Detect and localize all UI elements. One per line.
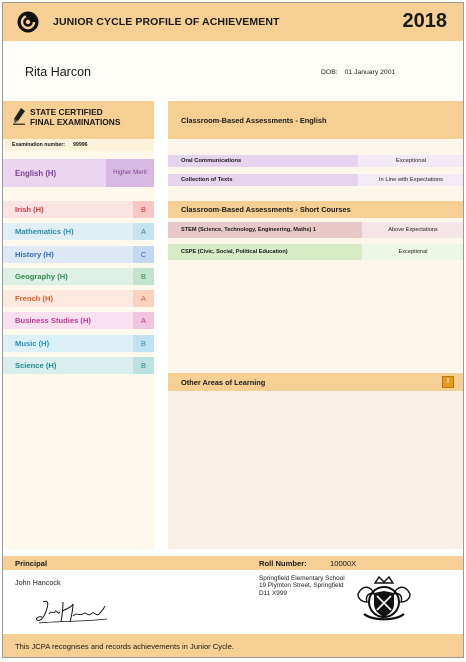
dob-label: DOB: xyxy=(321,69,338,76)
cba-short-courses-heading: Classroom-Based Assessments - Short Courses xyxy=(168,201,464,218)
subject-grade: A xyxy=(133,312,154,329)
school-crest-icon xyxy=(355,574,413,626)
subject-name: French (H) xyxy=(15,294,53,304)
subject-grade: A xyxy=(133,223,154,240)
profile-page xyxy=(2,2,464,658)
subject-result-row xyxy=(3,201,154,218)
school-name: Springfield Elementary School xyxy=(259,575,345,582)
exam-heading-line2: FINAL EXAMINATIONS xyxy=(30,117,121,127)
header-bar xyxy=(3,3,463,41)
subject-result-row xyxy=(3,357,154,374)
subject-name: English (H) xyxy=(15,168,57,178)
exam-number-row xyxy=(3,139,154,151)
footer-banner xyxy=(3,634,463,658)
subject-results-list xyxy=(3,201,154,379)
subject-result-row xyxy=(3,335,154,352)
cba-value: In Line with Expectations xyxy=(358,174,464,186)
subject-name: Irish (H) xyxy=(15,205,44,214)
subject-grade: Higher Merit xyxy=(106,159,154,187)
subject-name: Business Studies (H) xyxy=(15,316,91,326)
footer-banner-text: This JCPA recognises and records achievements in Junior Cycle. xyxy=(15,641,234,651)
pen-icon xyxy=(12,107,26,125)
subject-name: Mathematics (H) xyxy=(15,227,74,237)
exam-results-panel xyxy=(3,101,154,549)
school-street: 19 Plymton Street, Springfield xyxy=(259,582,344,590)
subject-result-row xyxy=(3,246,154,263)
exam-number-label: Examination number: xyxy=(12,142,66,148)
school-address xyxy=(259,575,345,597)
assessments-panel xyxy=(168,101,464,549)
subject-grade: B xyxy=(133,335,154,352)
principal-label: Principal xyxy=(15,558,48,568)
cba-value: Exceptional xyxy=(358,155,464,167)
subject-name: Science (H) xyxy=(15,361,57,371)
school-postcode: D11 X999 xyxy=(259,589,287,597)
jcpa-logo-icon xyxy=(17,11,39,33)
roll-number-value: 10000X xyxy=(330,558,357,568)
other-areas-content xyxy=(168,391,464,549)
dob-value: 01 January 2001 xyxy=(344,69,396,76)
subject-name: History (H) xyxy=(15,249,54,259)
student-info xyxy=(3,41,463,101)
short-course-value: Exceptional xyxy=(362,244,464,260)
cba-english-row xyxy=(168,155,464,167)
subject-name: Geography (H) xyxy=(15,271,68,281)
other-areas-heading xyxy=(168,373,464,391)
cba-name: Oral Communications xyxy=(168,155,358,167)
exam-section-heading xyxy=(3,101,154,139)
cba-english-row xyxy=(168,174,464,186)
subject-name: Music (H) xyxy=(15,338,50,348)
student-name: Rita Harcon xyxy=(25,65,91,79)
principal-signature xyxy=(33,596,109,626)
info-icon[interactable]: ! xyxy=(442,376,454,388)
short-course-value: Above Expectations xyxy=(362,222,464,238)
cba-name: Collection of Texts xyxy=(168,174,358,186)
date-of-birth xyxy=(321,69,395,76)
roll-number-label: Roll Number: xyxy=(259,558,307,568)
subject-result-row xyxy=(3,312,154,329)
subject-grade: A xyxy=(133,290,154,307)
subject-grade: C xyxy=(133,246,154,263)
exam-heading-line1: STATE CERTIFIED xyxy=(30,107,103,117)
document-title: JUNIOR CYCLE PROFILE OF ACHIEVEMENT xyxy=(53,16,280,28)
footer-heading xyxy=(3,556,463,570)
subject-result-row xyxy=(3,268,154,285)
exam-number-value: 99996 xyxy=(73,142,88,148)
subject-result-row xyxy=(3,290,154,307)
year-label: 2018 xyxy=(402,10,447,32)
english-result-row xyxy=(3,159,154,187)
short-course-name: STEM (Science, Technology, Engineering, Maths) 1 xyxy=(168,222,362,238)
cba-english-heading: Classroom-Based Assessments - English xyxy=(168,101,464,139)
short-course-row xyxy=(168,222,464,238)
footer-details xyxy=(3,570,463,634)
other-areas-title: Other Areas of Learning xyxy=(181,377,266,387)
subject-grade: B xyxy=(133,268,154,285)
subject-result-row xyxy=(3,223,154,240)
short-course-name: CSPE (Civic, Social, Political Education) xyxy=(168,244,362,260)
subject-grade: B xyxy=(133,357,154,374)
short-course-row xyxy=(168,244,464,260)
principal-name: John Hancock xyxy=(15,578,61,587)
subject-grade: B xyxy=(133,201,154,218)
